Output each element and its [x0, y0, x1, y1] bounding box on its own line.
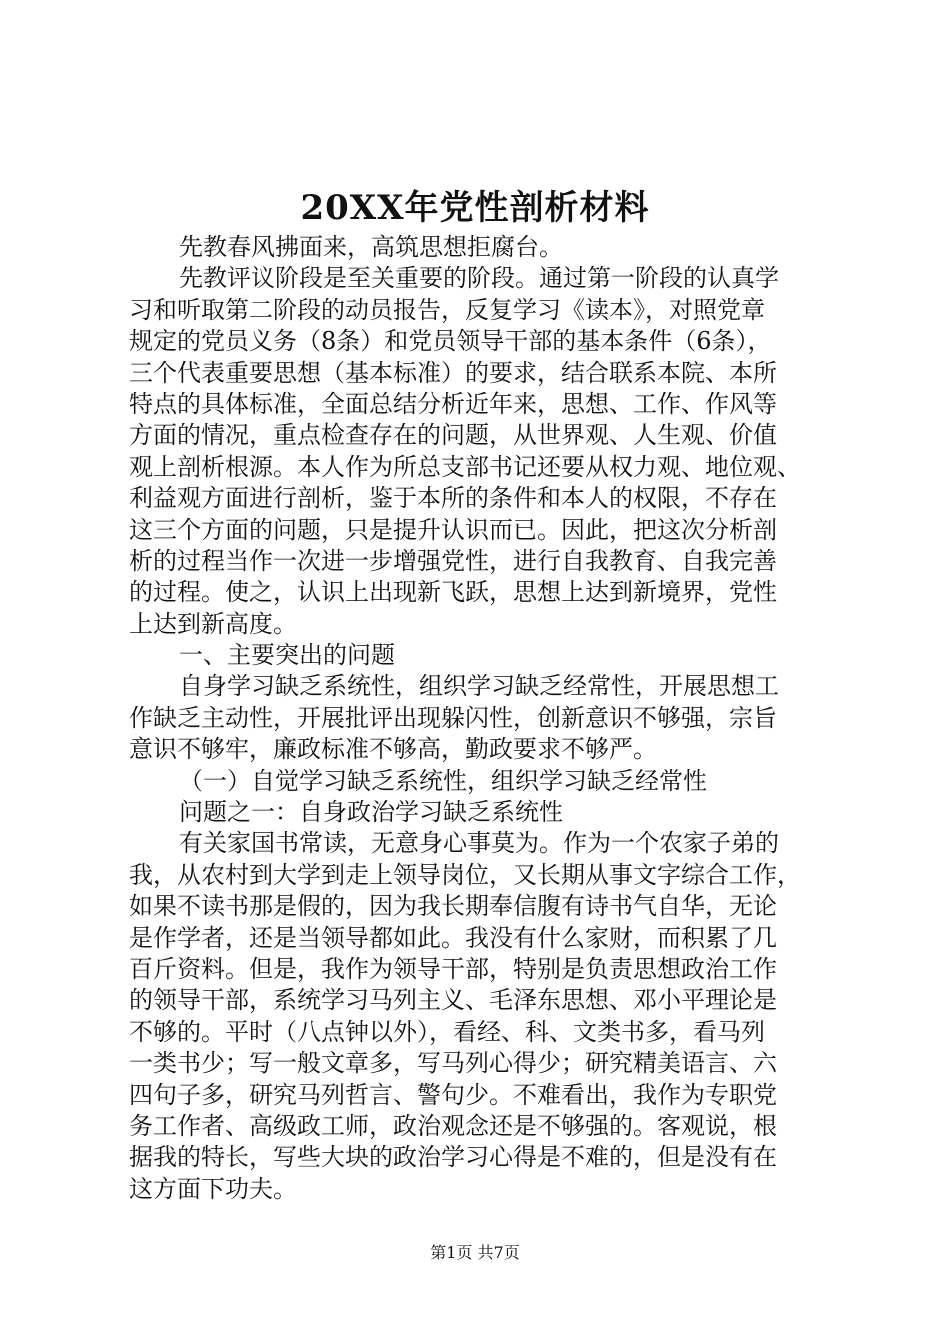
- body-line: 的过程。使之，认识上出现新飞跃，思想上达到新境界，党性: [129, 578, 777, 607]
- body-line: 习和听取第二阶段的动员报告，反复学习《读本》，对照党章: [129, 295, 765, 324]
- body-line: 方面的情况，重点检查存在的问题，从世界观、人生观、价值: [129, 421, 777, 450]
- body-line: 特点的具体标准，全面总结分析近年来，思想、工作、作风等: [129, 389, 777, 418]
- body-line: 不够的。平时（八点钟以外），看经、科、文类书多，看马列: [129, 1017, 765, 1046]
- document-body: [129, 232, 834, 1205]
- body-line: 的领导干部，系统学习马列主义、毛泽东思想、邓小平理论是: [129, 986, 777, 1015]
- body-line: 这三个方面的问题，只是提升认识而已。因此，把这次分析剖: [129, 515, 777, 544]
- body-line: （一）自觉学习缺乏系统性，组织学习缺乏经常性: [179, 766, 707, 795]
- body-line: 是作学者，还是当领导都如此。我没有什么家财，而积累了几: [129, 923, 777, 952]
- body-line: 据我的特长，写些大块的政治学习心得是不难的，但是没有在: [129, 1143, 777, 1172]
- body-line: 自身学习缺乏系统性，组织学习缺乏经常性，开展思想工: [179, 672, 779, 701]
- body-line: 我，从农村到大学到走上领导岗位，又长期从事文字综合工作，: [129, 860, 801, 889]
- body-line: 一类书少；写一般文章多，写马列心得少；研究精美语言、六: [129, 1049, 777, 1078]
- body-line: 观上剖析根源。本人作为所总支部书记还要从权力观、地位观、: [129, 452, 801, 481]
- document-title: 20XX年党性剖析材料: [300, 188, 650, 228]
- body-line: 百斤资料。但是，我作为领导干部，特别是负责思想政治工作: [129, 954, 777, 983]
- body-line: 作缺乏主动性，开展批评出现躲闪性，创新意识不够强，宗旨: [129, 703, 777, 732]
- body-line: 规定的党员义务（8条）和党员领导干部的基本条件（6条），: [129, 327, 772, 356]
- body-line: 先教春风拂面来，高筑思想拒腐台。: [179, 233, 563, 261]
- page-footer: 第1页 共7页: [430, 1243, 520, 1262]
- body-line: 上达到新高度。: [129, 609, 297, 638]
- body-line: 务工作者、高级政工师，政治观念还是不够强的。客观说，根: [129, 1111, 777, 1140]
- body-line: 析的过程当作一次进一步增强党性，进行自我教育、自我完善: [129, 546, 777, 575]
- body-line: 有关家国书常读，无意身心事莫为。作为一个农家子弟的: [179, 829, 779, 858]
- body-line: 问题之一：自身政治学习缺乏系统性: [179, 798, 563, 827]
- body-line: 一、主要突出的问题: [179, 641, 395, 670]
- body-line: 四句子多，研究马列哲言、警句少。不难看出，我作为专职党: [129, 1080, 777, 1109]
- body-line: 意识不够牢，廉政标准不够高，勤政要求不够严。: [129, 735, 657, 764]
- body-line: 如果不读书那是假的，因为我长期奉信腹有诗书气自华，无论: [129, 892, 777, 921]
- body-line: 这方面下功夫。: [129, 1174, 297, 1203]
- body-line: 先教评议阶段是至关重要的阶段。通过第一阶段的认真学: [179, 264, 779, 293]
- body-line: 利益观方面进行剖析，鉴于本所的条件和本人的权限，不存在: [129, 484, 777, 513]
- body-line: 三个代表重要思想（基本标准）的要求，结合联系本院、本所: [129, 358, 777, 387]
